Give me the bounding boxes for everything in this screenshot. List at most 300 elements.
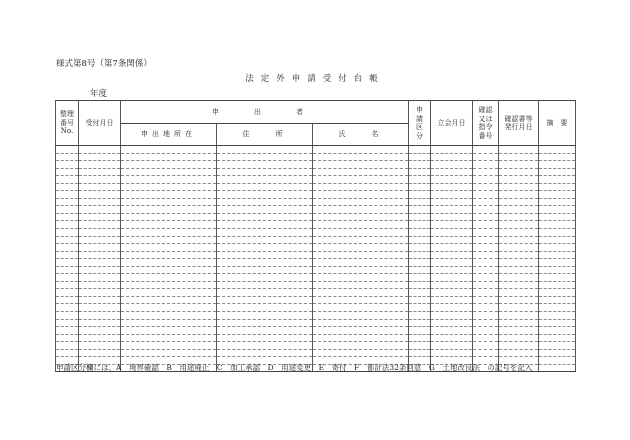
- cell-seiri-no: [56, 274, 79, 282]
- cell-confirm-no: [473, 296, 499, 304]
- cell-confirm-no: [473, 289, 499, 297]
- header-confirm-no: 確認 又は 指令 番号: [473, 101, 499, 146]
- cell-location: [121, 213, 217, 221]
- cell-remarks: [539, 259, 576, 267]
- cell-name: [313, 327, 409, 335]
- cell-location: [121, 168, 217, 176]
- cell-category: [409, 244, 431, 252]
- cell-address: [217, 161, 313, 169]
- header-witness-date: 立会月日: [431, 101, 473, 146]
- cell-location: [121, 153, 217, 161]
- cell-remarks: [539, 146, 576, 154]
- cell-remarks: [539, 266, 576, 274]
- ledger-row: [56, 342, 576, 350]
- cell-location: [121, 229, 217, 237]
- cell-confirm-no: [473, 191, 499, 199]
- cell-location: [121, 251, 217, 259]
- cell-seiri-no: [56, 198, 79, 206]
- cell-category: [409, 229, 431, 237]
- cell-issue-date: [499, 153, 539, 161]
- cell-confirm-no: [473, 327, 499, 335]
- cell-witness-date: [431, 191, 473, 199]
- cell-issue-date: [499, 334, 539, 342]
- cell-issue-date: [499, 304, 539, 312]
- cell-address: [217, 342, 313, 350]
- cell-uketsuke-date: [79, 289, 121, 297]
- cell-seiri-no: [56, 342, 79, 350]
- cell-issue-date: [499, 236, 539, 244]
- header-seiri-no: 整理 番号 No.: [56, 101, 79, 146]
- cell-seiri-no: [56, 168, 79, 176]
- cell-uketsuke-date: [79, 206, 121, 214]
- cell-uketsuke-date: [79, 312, 121, 320]
- cell-confirm-no: [473, 229, 499, 237]
- cell-name: [313, 334, 409, 342]
- cell-witness-date: [431, 274, 473, 282]
- cell-category: [409, 281, 431, 289]
- cell-category: [409, 266, 431, 274]
- cell-confirm-no: [473, 198, 499, 206]
- cell-witness-date: [431, 342, 473, 350]
- cell-confirm-no: [473, 349, 499, 357]
- cell-issue-date: [499, 312, 539, 320]
- cell-remarks: [539, 327, 576, 335]
- cell-name: [313, 274, 409, 282]
- cell-category: [409, 251, 431, 259]
- cell-confirm-no: [473, 312, 499, 320]
- cell-uketsuke-date: [79, 296, 121, 304]
- cell-uketsuke-date: [79, 153, 121, 161]
- cell-confirm-no: [473, 281, 499, 289]
- cell-location: [121, 161, 217, 169]
- cell-issue-date: [499, 342, 539, 350]
- cell-location: [121, 183, 217, 191]
- cell-category: [409, 153, 431, 161]
- cell-witness-date: [431, 334, 473, 342]
- cell-location: [121, 296, 217, 304]
- cell-remarks: [539, 168, 576, 176]
- cell-seiri-no: [56, 349, 79, 357]
- cell-confirm-no: [473, 319, 499, 327]
- cell-name: [313, 304, 409, 312]
- ledger-row: [56, 349, 576, 357]
- cell-location: [121, 221, 217, 229]
- cell-witness-date: [431, 266, 473, 274]
- cell-uketsuke-date: [79, 191, 121, 199]
- cell-name: [313, 153, 409, 161]
- cell-uketsuke-date: [79, 334, 121, 342]
- cell-address: [217, 334, 313, 342]
- cell-remarks: [539, 334, 576, 342]
- cell-witness-date: [431, 146, 473, 154]
- cell-location: [121, 289, 217, 297]
- cell-issue-date: [499, 176, 539, 184]
- cell-issue-date: [499, 266, 539, 274]
- cell-seiri-no: [56, 266, 79, 274]
- ledger-row: [56, 191, 576, 199]
- cell-issue-date: [499, 281, 539, 289]
- cell-category: [409, 176, 431, 184]
- cell-address: [217, 153, 313, 161]
- cell-category: [409, 304, 431, 312]
- cell-confirm-no: [473, 221, 499, 229]
- cell-uketsuke-date: [79, 176, 121, 184]
- cell-category: [409, 274, 431, 282]
- cell-uketsuke-date: [79, 213, 121, 221]
- cell-category: [409, 312, 431, 320]
- cell-address: [217, 146, 313, 154]
- cell-address: [217, 229, 313, 237]
- cell-seiri-no: [56, 229, 79, 237]
- cell-address: [217, 296, 313, 304]
- ledger-row: [56, 266, 576, 274]
- cell-seiri-no: [56, 281, 79, 289]
- cell-name: [313, 251, 409, 259]
- cell-witness-date: [431, 153, 473, 161]
- cell-remarks: [539, 274, 576, 282]
- cell-category: [409, 334, 431, 342]
- cell-address: [217, 312, 313, 320]
- cell-category: [409, 213, 431, 221]
- cell-remarks: [539, 213, 576, 221]
- cell-category: [409, 327, 431, 335]
- cell-category: [409, 168, 431, 176]
- cell-name: [313, 236, 409, 244]
- cell-address: [217, 274, 313, 282]
- ledger-row: [56, 183, 576, 191]
- cell-address: [217, 176, 313, 184]
- cell-address: [217, 168, 313, 176]
- cell-witness-date: [431, 183, 473, 191]
- cell-seiri-no: [56, 296, 79, 304]
- cell-issue-date: [499, 274, 539, 282]
- cell-remarks: [539, 206, 576, 214]
- cell-remarks: [539, 319, 576, 327]
- cell-seiri-no: [56, 259, 79, 267]
- cell-address: [217, 206, 313, 214]
- cell-witness-date: [431, 304, 473, 312]
- cell-remarks: [539, 342, 576, 350]
- cell-location: [121, 334, 217, 342]
- cell-category: [409, 296, 431, 304]
- cell-issue-date: [499, 191, 539, 199]
- cell-address: [217, 244, 313, 252]
- ledger-row: [56, 153, 576, 161]
- cell-witness-date: [431, 168, 473, 176]
- cell-seiri-no: [56, 213, 79, 221]
- footnote: 申請区分欄には、A 境界確認 B 用途廃止 C 加工承認 D 用途変更 E 寄付 F 都計法32条回意 G 土地改良法 の記号を記入: [56, 363, 533, 372]
- cell-category: [409, 349, 431, 357]
- ledger-row: [56, 206, 576, 214]
- cell-remarks: [539, 312, 576, 320]
- ledger-row: [56, 274, 576, 282]
- cell-address: [217, 319, 313, 327]
- cell-confirm-no: [473, 183, 499, 191]
- cell-witness-date: [431, 221, 473, 229]
- cell-uketsuke-date: [79, 198, 121, 206]
- ledger-row: [56, 146, 576, 154]
- cell-category: [409, 183, 431, 191]
- cell-name: [313, 168, 409, 176]
- cell-confirm-no: [473, 342, 499, 350]
- header-category: 申 請 区 分: [409, 101, 431, 146]
- cell-uketsuke-date: [79, 146, 121, 154]
- cell-issue-date: [499, 168, 539, 176]
- cell-name: [313, 221, 409, 229]
- cell-seiri-no: [56, 176, 79, 184]
- cell-category: [409, 259, 431, 267]
- cell-category: [409, 161, 431, 169]
- cell-remarks: [539, 183, 576, 191]
- cell-witness-date: [431, 229, 473, 237]
- cell-location: [121, 206, 217, 214]
- cell-location: [121, 266, 217, 274]
- cell-category: [409, 319, 431, 327]
- cell-name: [313, 183, 409, 191]
- cell-remarks: [539, 191, 576, 199]
- cell-uketsuke-date: [79, 221, 121, 229]
- cell-uketsuke-date: [79, 229, 121, 237]
- cell-witness-date: [431, 161, 473, 169]
- cell-address: [217, 183, 313, 191]
- cell-location: [121, 259, 217, 267]
- cell-witness-date: [431, 244, 473, 252]
- cell-uketsuke-date: [79, 342, 121, 350]
- cell-witness-date: [431, 176, 473, 184]
- cell-confirm-no: [473, 304, 499, 312]
- header-uketsuke-date: 受付月日: [79, 101, 121, 146]
- ledger-row: [56, 251, 576, 259]
- ledger-body: [56, 146, 576, 372]
- cell-witness-date: [431, 312, 473, 320]
- cell-category: [409, 342, 431, 350]
- cell-issue-date: [499, 206, 539, 214]
- cell-address: [217, 349, 313, 357]
- cell-issue-date: [499, 296, 539, 304]
- ledger-row: [56, 161, 576, 169]
- cell-remarks: [539, 198, 576, 206]
- cell-name: [313, 198, 409, 206]
- ledger-row: [56, 319, 576, 327]
- cell-name: [313, 349, 409, 357]
- cell-name: [313, 206, 409, 214]
- cell-remarks: [539, 357, 576, 365]
- cell-location: [121, 281, 217, 289]
- cell-location: [121, 176, 217, 184]
- cell-issue-date: [499, 244, 539, 252]
- cell-seiri-no: [56, 251, 79, 259]
- cell-issue-date: [499, 161, 539, 169]
- cell-seiri-no: [56, 334, 79, 342]
- cell-name: [313, 296, 409, 304]
- cell-name: [313, 161, 409, 169]
- cell-seiri-no: [56, 221, 79, 229]
- cell-location: [121, 146, 217, 154]
- cell-location: [121, 274, 217, 282]
- cell-confirm-no: [473, 206, 499, 214]
- cell-category: [409, 221, 431, 229]
- cell-seiri-no: [56, 183, 79, 191]
- cell-name: [313, 244, 409, 252]
- cell-seiri-no: [56, 153, 79, 161]
- cell-issue-date: [499, 198, 539, 206]
- cell-issue-date: [499, 229, 539, 237]
- cell-seiri-no: [56, 289, 79, 297]
- cell-seiri-no: [56, 244, 79, 252]
- cell-location: [121, 319, 217, 327]
- cell-uketsuke-date: [79, 304, 121, 312]
- cell-issue-date: [499, 251, 539, 259]
- cell-witness-date: [431, 349, 473, 357]
- cell-issue-date: [499, 183, 539, 191]
- cell-uketsuke-date: [79, 251, 121, 259]
- cell-confirm-no: [473, 161, 499, 169]
- cell-uketsuke-date: [79, 168, 121, 176]
- cell-name: [313, 176, 409, 184]
- cell-uketsuke-date: [79, 281, 121, 289]
- cell-confirm-no: [473, 153, 499, 161]
- cell-confirm-no: [473, 259, 499, 267]
- cell-remarks: [539, 281, 576, 289]
- cell-remarks: [539, 153, 576, 161]
- ledger-table: [55, 100, 576, 372]
- cell-seiri-no: [56, 206, 79, 214]
- cell-remarks: [539, 221, 576, 229]
- cell-witness-date: [431, 213, 473, 221]
- cell-confirm-no: [473, 244, 499, 252]
- header-location: 申出地所在: [121, 124, 217, 146]
- cell-witness-date: [431, 206, 473, 214]
- cell-remarks: [539, 161, 576, 169]
- cell-address: [217, 198, 313, 206]
- header-issue-date: 確認書等 発行月日: [499, 101, 539, 146]
- cell-issue-date: [499, 289, 539, 297]
- cell-uketsuke-date: [79, 259, 121, 267]
- cell-location: [121, 191, 217, 199]
- ledger-row: [56, 236, 576, 244]
- cell-address: [217, 304, 313, 312]
- cell-address: [217, 266, 313, 274]
- cell-address: [217, 236, 313, 244]
- cell-seiri-no: [56, 191, 79, 199]
- cell-location: [121, 244, 217, 252]
- cell-confirm-no: [473, 236, 499, 244]
- cell-name: [313, 229, 409, 237]
- cell-remarks: [539, 289, 576, 297]
- cell-uketsuke-date: [79, 266, 121, 274]
- cell-confirm-no: [473, 146, 499, 154]
- ledger-row: [56, 259, 576, 267]
- header-remarks: 摘 要: [539, 101, 576, 146]
- cell-remarks: [539, 349, 576, 357]
- cell-location: [121, 236, 217, 244]
- cell-issue-date: [499, 327, 539, 335]
- ledger-row: [56, 281, 576, 289]
- cell-witness-date: [431, 251, 473, 259]
- cell-uketsuke-date: [79, 183, 121, 191]
- cell-issue-date: [499, 213, 539, 221]
- cell-issue-date: [499, 259, 539, 267]
- cell-address: [217, 327, 313, 335]
- cell-uketsuke-date: [79, 274, 121, 282]
- cell-address: [217, 221, 313, 229]
- cell-location: [121, 342, 217, 350]
- cell-confirm-no: [473, 334, 499, 342]
- cell-issue-date: [499, 221, 539, 229]
- cell-issue-date: [499, 349, 539, 357]
- cell-seiri-no: [56, 319, 79, 327]
- cell-name: [313, 319, 409, 327]
- cell-seiri-no: [56, 327, 79, 335]
- cell-witness-date: [431, 289, 473, 297]
- cell-remarks: [539, 364, 576, 372]
- cell-location: [121, 327, 217, 335]
- cell-seiri-no: [56, 161, 79, 169]
- cell-witness-date: [431, 259, 473, 267]
- cell-remarks: [539, 176, 576, 184]
- cell-uketsuke-date: [79, 236, 121, 244]
- cell-witness-date: [431, 198, 473, 206]
- cell-address: [217, 259, 313, 267]
- cell-confirm-no: [473, 251, 499, 259]
- cell-uketsuke-date: [79, 161, 121, 169]
- cell-witness-date: [431, 327, 473, 335]
- cell-confirm-no: [473, 176, 499, 184]
- ledger-row: [56, 289, 576, 297]
- cell-name: [313, 266, 409, 274]
- cell-location: [121, 304, 217, 312]
- cell-name: [313, 312, 409, 320]
- cell-uketsuke-date: [79, 349, 121, 357]
- ledger-row: [56, 221, 576, 229]
- cell-uketsuke-date: [79, 319, 121, 327]
- cell-category: [409, 206, 431, 214]
- cell-remarks: [539, 251, 576, 259]
- cell-name: [313, 146, 409, 154]
- ledger-title: 法定外申請受付台帳: [245, 74, 385, 84]
- cell-remarks: [539, 244, 576, 252]
- cell-address: [217, 213, 313, 221]
- cell-category: [409, 191, 431, 199]
- ledger-row: [56, 198, 576, 206]
- cell-category: [409, 236, 431, 244]
- cell-name: [313, 259, 409, 267]
- cell-uketsuke-date: [79, 327, 121, 335]
- ledger-row: [56, 327, 576, 335]
- ledger-row: [56, 312, 576, 320]
- cell-name: [313, 213, 409, 221]
- form-number: 様式第8号（第7条関係）: [56, 59, 152, 69]
- cell-address: [217, 191, 313, 199]
- cell-remarks: [539, 304, 576, 312]
- cell-address: [217, 281, 313, 289]
- cell-name: [313, 289, 409, 297]
- ledger-row: [56, 244, 576, 252]
- cell-seiri-no: [56, 312, 79, 320]
- cell-seiri-no: [56, 304, 79, 312]
- cell-address: [217, 289, 313, 297]
- header-address: 住 所: [217, 124, 313, 146]
- cell-location: [121, 312, 217, 320]
- cell-remarks: [539, 296, 576, 304]
- ledger-row: [56, 304, 576, 312]
- cell-issue-date: [499, 146, 539, 154]
- header-name: 氏 名: [313, 124, 409, 146]
- cell-confirm-no: [473, 266, 499, 274]
- cell-witness-date: [431, 236, 473, 244]
- ledger-row: [56, 296, 576, 304]
- cell-seiri-no: [56, 146, 79, 154]
